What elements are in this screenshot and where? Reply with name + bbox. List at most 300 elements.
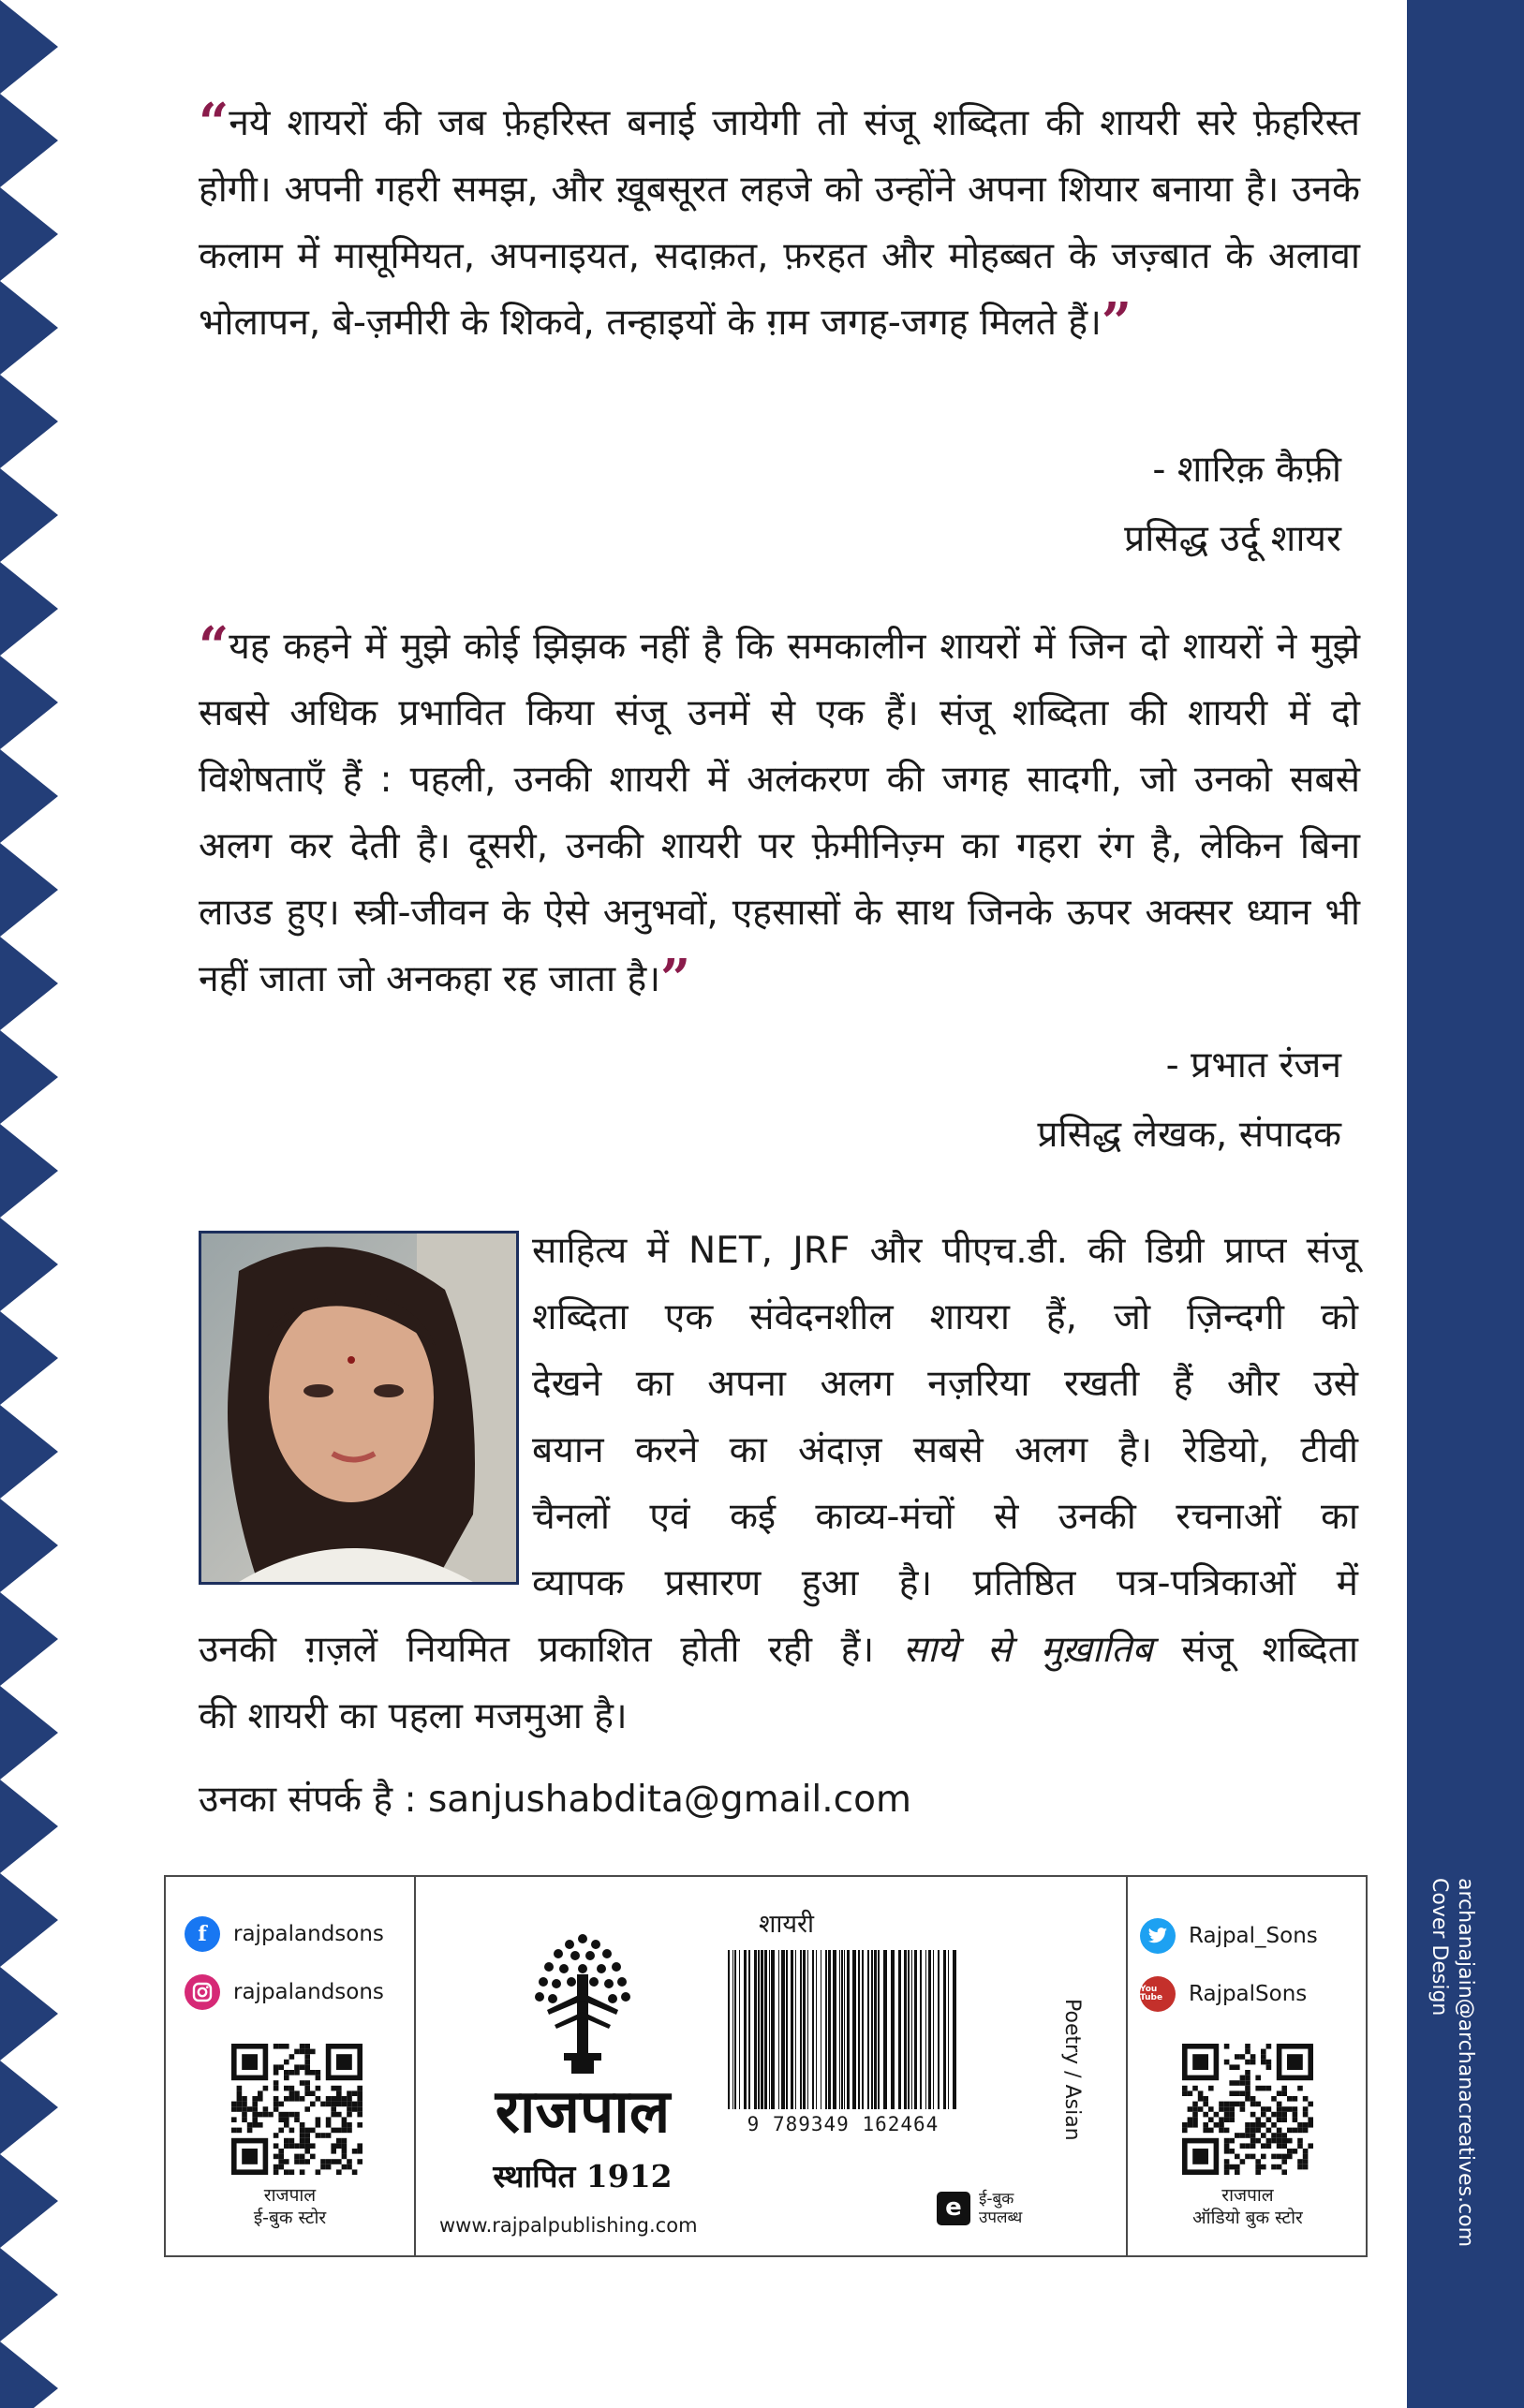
qr-module xyxy=(274,2164,279,2170)
qr-module xyxy=(1250,2133,1256,2138)
qr-module xyxy=(258,2112,263,2118)
qr-module xyxy=(1235,2169,1240,2175)
qr-module xyxy=(1188,2122,1193,2128)
qr-module xyxy=(1192,2106,1198,2112)
barcode-bar xyxy=(764,1950,767,2109)
qr-module xyxy=(336,2159,342,2164)
qr-module xyxy=(342,2149,348,2154)
book-title: साये से मुख़ातिब xyxy=(902,1629,1153,1671)
qr-module xyxy=(242,2149,258,2164)
qr-module xyxy=(1255,2076,1261,2081)
qr-module xyxy=(278,2128,284,2134)
qr-module xyxy=(1240,2090,1246,2096)
qr-module xyxy=(274,2106,279,2112)
qr-module xyxy=(1229,2080,1235,2086)
barcode-bar xyxy=(828,1950,831,2109)
qr-module xyxy=(1224,2117,1230,2122)
qr-module xyxy=(1271,2133,1277,2138)
qr-module xyxy=(331,2086,336,2091)
qr-module xyxy=(284,2138,289,2144)
qr-module xyxy=(1229,2106,1235,2112)
barcode-bar xyxy=(825,1950,827,2109)
qr-module xyxy=(1261,2086,1266,2091)
qr-module xyxy=(336,2086,342,2091)
qr-module xyxy=(326,2122,332,2128)
qr-module xyxy=(237,2128,243,2134)
qr-module xyxy=(336,2138,342,2144)
qr-module xyxy=(342,2164,348,2170)
qr-module xyxy=(357,2149,363,2154)
qr-module xyxy=(289,2090,295,2096)
qr-module xyxy=(278,2164,284,2170)
qr-module xyxy=(278,2044,284,2049)
barcode-bar xyxy=(816,1950,817,2109)
footer-divider xyxy=(414,1877,416,2255)
qr-module xyxy=(1214,2112,1220,2118)
qr-module xyxy=(1281,2143,1287,2149)
footer-box xyxy=(164,1875,1368,2257)
qr-module xyxy=(357,2106,363,2112)
close-quote-mark: ” xyxy=(1101,291,1132,353)
qr-module xyxy=(247,2122,253,2128)
qr-module xyxy=(1287,2054,1303,2070)
qr-module xyxy=(278,2102,284,2107)
qr-module xyxy=(1240,2102,1246,2107)
instagram-icon xyxy=(185,1974,220,2010)
qr-module xyxy=(320,2164,326,2170)
barcode-bar xyxy=(754,1950,757,2109)
isbn-digits: 9 789349 162464 xyxy=(747,2113,940,2135)
qr-module xyxy=(247,2128,253,2134)
qr-module xyxy=(357,2112,363,2118)
qr-module xyxy=(310,2049,316,2055)
qr-module xyxy=(1235,2064,1240,2070)
qr-module xyxy=(300,2122,305,2128)
qr-module xyxy=(1208,2128,1214,2134)
qr-module xyxy=(1266,2143,1272,2149)
qr-module xyxy=(357,2102,363,2107)
barcode-bar xyxy=(862,1950,864,2109)
qr-module xyxy=(304,2080,310,2086)
instagram-handle[interactable] xyxy=(185,1974,384,2010)
tree-logo-icon xyxy=(526,1928,639,2077)
qr-module xyxy=(331,2106,336,2112)
qr-module xyxy=(336,2169,342,2175)
right-qr-caption-2: ऑडियो बुक स्टोर xyxy=(1192,2208,1303,2228)
barcode-bar xyxy=(898,1950,901,2109)
bio-line-4: बयान करने का अंदाज़ सबसे अलग है। रेडियो, टीवी xyxy=(532,1429,1358,1471)
qr-module xyxy=(1271,2112,1277,2118)
qr-module xyxy=(1182,2090,1188,2096)
qr-module xyxy=(294,2090,300,2096)
qr-module xyxy=(1261,2054,1266,2060)
qr-module xyxy=(357,2122,363,2128)
qr-module xyxy=(310,2154,316,2160)
qr-module xyxy=(1219,2102,1224,2107)
qr-module xyxy=(1277,2102,1282,2107)
qr-module xyxy=(1303,2112,1309,2118)
qr-module xyxy=(289,2070,295,2076)
qr-module xyxy=(1266,2086,1272,2091)
bio-line-7-post: संजू शब्दिता xyxy=(1181,1629,1358,1671)
bio-line-7 xyxy=(199,1617,1358,1683)
qr-module xyxy=(1240,2159,1246,2164)
qr-module xyxy=(300,2143,305,2149)
qr-module xyxy=(336,2102,342,2107)
spine-strip xyxy=(1407,0,1524,2408)
qr-module xyxy=(1188,2106,1193,2112)
qr-module xyxy=(331,2143,336,2149)
qr-module xyxy=(326,2117,332,2122)
qr-module xyxy=(1229,2138,1235,2144)
bio-line-2: शब्दिता एक संवेदनशील शायरा हैं, जो ज़िन्दगी को xyxy=(532,1296,1358,1338)
qr-module xyxy=(300,2128,305,2134)
qr-module xyxy=(300,2064,305,2070)
youtube-handle[interactable] xyxy=(1140,1976,1307,2012)
qr-module xyxy=(304,2070,310,2076)
qr-module xyxy=(316,2122,321,2128)
qr-module xyxy=(300,2169,305,2175)
qr-module xyxy=(1255,2086,1261,2091)
qr-module xyxy=(1277,2117,1282,2122)
qr-module xyxy=(316,2169,321,2175)
qr-module xyxy=(352,2149,358,2154)
qr-module xyxy=(316,2086,321,2091)
qr-module xyxy=(258,2090,263,2096)
qr-module xyxy=(1235,2164,1240,2170)
qr-module xyxy=(1266,2117,1272,2122)
qr-module xyxy=(1255,2128,1261,2134)
qr-module xyxy=(1261,2143,1266,2149)
qr-module xyxy=(1182,2128,1188,2134)
qr-module xyxy=(1287,2096,1293,2102)
qr-module xyxy=(316,2076,321,2081)
bio-line-1: साहित्य में NET, JRF और पीएच.डी. की डिग्री प्राप्त संजू xyxy=(532,1230,1358,1272)
qr-module xyxy=(1261,2164,1266,2170)
qr-module xyxy=(1281,2159,1287,2164)
genre-label: शायरी xyxy=(759,1910,815,1939)
qr-module xyxy=(300,2080,305,2086)
qr-module xyxy=(1281,2154,1287,2160)
qr-module xyxy=(1297,2086,1303,2091)
qr-module xyxy=(1229,2102,1235,2107)
qr-module xyxy=(300,2138,305,2144)
facebook-handle[interactable] xyxy=(185,1916,384,1952)
qr-module xyxy=(1250,2154,1256,2160)
qr-module xyxy=(263,2086,269,2091)
qr-module xyxy=(1308,2102,1313,2107)
qr-module xyxy=(1192,2102,1198,2107)
qr-module xyxy=(347,2096,352,2102)
qr-module xyxy=(242,2096,247,2102)
qr-module xyxy=(357,2096,363,2102)
quote-1 xyxy=(199,90,1360,356)
qr-module xyxy=(258,2096,263,2102)
qr-module xyxy=(300,2154,305,2160)
qr-module xyxy=(289,2138,295,2144)
qr-module xyxy=(1261,2112,1266,2118)
qr-module xyxy=(316,2133,321,2138)
qr-module xyxy=(1224,2128,1230,2134)
qr-module xyxy=(1203,2096,1208,2102)
barcode-bar xyxy=(878,1950,880,2109)
barcode-bar xyxy=(791,1950,793,2109)
qr-module xyxy=(1255,2117,1261,2122)
qr-module xyxy=(1229,2164,1235,2170)
right-qr-caption-1: राजपाल xyxy=(1221,2185,1274,2206)
audiobook-store-qr-code[interactable] xyxy=(1182,2044,1313,2175)
qr-module xyxy=(284,2143,289,2149)
qr-module xyxy=(1250,2054,1256,2060)
qr-module xyxy=(1255,2164,1261,2170)
qr-module xyxy=(1245,2060,1250,2065)
qr-module xyxy=(336,2128,342,2134)
barcode-bar xyxy=(858,1950,860,2109)
qr-module xyxy=(1224,2060,1230,2065)
qr-module xyxy=(237,2106,243,2112)
qr-module xyxy=(1224,2169,1230,2175)
qr-module xyxy=(300,2096,305,2102)
barcode-bar xyxy=(769,1950,770,2109)
qr-module xyxy=(342,2143,348,2149)
qr-module xyxy=(1245,2128,1250,2134)
twitter-label: Rajpal_Sons xyxy=(1189,1924,1318,1948)
qr-module xyxy=(274,2169,279,2175)
qr-module xyxy=(278,2064,284,2070)
qr-module xyxy=(242,2102,247,2107)
qr-module xyxy=(284,2086,289,2091)
barcode-bar xyxy=(744,1950,747,2109)
qr-module xyxy=(247,2106,253,2112)
qr-module xyxy=(278,2117,284,2122)
qr-module xyxy=(1224,2106,1230,2112)
qr-module xyxy=(263,2106,269,2112)
qr-module xyxy=(1219,2128,1224,2134)
barcode-bar xyxy=(758,1950,760,2109)
designer-email: archanajain@archanacreatives.com xyxy=(1454,1878,1477,2248)
ebook-available xyxy=(979,2190,1022,2227)
qr-module xyxy=(310,2128,316,2134)
qr-module xyxy=(1266,2106,1272,2112)
qr-module xyxy=(1208,2086,1214,2091)
barcode-bar xyxy=(891,1950,895,2109)
isbn-barcode xyxy=(726,1950,960,2109)
qr-module xyxy=(1266,2138,1272,2144)
qr-module xyxy=(357,2159,363,2164)
qr-module xyxy=(1277,2164,1282,2170)
qr-module xyxy=(300,2133,305,2138)
qr-module xyxy=(1266,2060,1272,2065)
qr-module xyxy=(1281,2086,1287,2091)
qr-module xyxy=(1250,2102,1256,2107)
qr-module xyxy=(1235,2054,1240,2060)
qr-module xyxy=(284,2122,289,2128)
qr-module xyxy=(284,2169,289,2175)
qr-module xyxy=(1224,2159,1230,2164)
qr-module xyxy=(1303,2106,1309,2112)
qr-module xyxy=(1203,2112,1208,2118)
qr-module xyxy=(347,2106,352,2112)
quote-1-text: नये शायरों की जब फ़ेहरिस्त बनाई जायेगी तो संजू शब्दिता की शायरी सरे फ़ेहरिस्त होगी। अपनी गहरी समझ, और ख़ूबसूरत लहजे को उन्होंने अपना शियार बनाया है। उनके कलाम में मासूमियत, अपनाइयत, सदाक़त, फ़रहत और मोहब्बत के जज़्बात के अलावा भोलापन, बे-ज़मीरी के शिकवे, तन्हाइयों के ग़म जगह-जगह मिलते हैं। xyxy=(199,102,1360,344)
qr-module xyxy=(294,2064,300,2070)
qr-module xyxy=(1281,2138,1287,2144)
qr-module xyxy=(289,2128,295,2134)
qr-module xyxy=(1198,2090,1204,2096)
qr-module xyxy=(1235,2090,1240,2096)
qr-module xyxy=(1229,2112,1235,2118)
qr-module xyxy=(1240,2106,1246,2112)
qr-module xyxy=(1308,2122,1313,2128)
qr-module xyxy=(1245,2122,1250,2128)
qr-module xyxy=(1293,2096,1298,2102)
qr-module xyxy=(294,2154,300,2160)
qr-module xyxy=(1297,2159,1303,2164)
qr-module xyxy=(1224,2102,1230,2107)
qr-module xyxy=(1266,2064,1272,2070)
qr-module xyxy=(274,2086,279,2091)
facebook-icon: f xyxy=(185,1916,220,1952)
qr-module xyxy=(1224,2138,1230,2144)
qr-module xyxy=(231,2102,237,2107)
barcode-bar xyxy=(748,1950,750,2109)
qr-module xyxy=(1255,2138,1261,2144)
qr-module xyxy=(1224,2112,1230,2118)
left-qr-caption-2: ई-बुक स्टोर xyxy=(253,2208,327,2228)
qr-module xyxy=(1297,2143,1303,2149)
qr-module xyxy=(1293,2128,1298,2134)
barcode-bar xyxy=(933,1950,934,2109)
qr-module xyxy=(300,2044,305,2049)
qr-module xyxy=(284,2096,289,2102)
qr-module xyxy=(1245,2080,1250,2086)
qr-module xyxy=(231,2106,237,2112)
qr-module xyxy=(1245,2076,1250,2081)
qr-module xyxy=(284,2117,289,2122)
qr-module xyxy=(294,2096,300,2102)
quote-2-text: यह कहने में मुझे कोई झिझक नहीं है कि समकालीन शायरों में जिन दो शायरों ने मुझे सबसे अधिक प्रभावित किया संजू उनमें से एक हैं। संजू शब्दिता की शायरी में दो विशेषताएँ हैं : पहली, उनकी शायरी में अलंकरण की जगह सादगी, जो उनको सबसे अलग कर देती है। दूसरी, उनकी शायरी पर फ़ेमीनिज़्म का गहरा रंग है, लेकिन बिना लाउड हुए। स्त्री-जीवन के ऐसे अनुभवों, एहसासों के साथ जिनके ऊपर अक्सर ध्यान भी नहीं जाता जो अनकहा रह जाता है। xyxy=(199,626,1360,1000)
qr-module xyxy=(274,2064,279,2070)
qr-module xyxy=(1287,2106,1293,2112)
quote-2 xyxy=(199,613,1360,1012)
qr-module xyxy=(357,2090,363,2096)
barcode-bar xyxy=(841,1950,843,2109)
qr-module xyxy=(1293,2106,1298,2112)
qr-module xyxy=(258,2122,263,2128)
qr-module xyxy=(331,2149,336,2154)
qr-module xyxy=(342,2128,348,2134)
qr-module xyxy=(1297,2164,1303,2170)
qr-module xyxy=(304,2159,310,2164)
contact-line: उनका संपर्क है : sanjushabdita@gmail.com xyxy=(199,1779,911,1821)
qr-module xyxy=(304,2054,310,2060)
qr-module xyxy=(310,2090,316,2096)
qr-module xyxy=(274,2143,279,2149)
author-photo xyxy=(199,1231,519,1585)
qr-module xyxy=(1240,2133,1246,2138)
qr-module xyxy=(347,2112,352,2118)
qr-module xyxy=(1203,2102,1208,2107)
ebook-label-1: ई-बुक xyxy=(979,2190,1014,2209)
qr-module xyxy=(289,2096,295,2102)
qr-module xyxy=(304,2138,310,2144)
qr-module xyxy=(304,2143,310,2149)
qr-module xyxy=(342,2102,348,2107)
barcode-bar xyxy=(839,1950,840,2109)
qr-module xyxy=(231,2117,237,2122)
barcode-bar xyxy=(781,1950,785,2109)
qr-module xyxy=(1182,2122,1188,2128)
left-qr-caption-1: राजपाल xyxy=(263,2185,317,2206)
qr-module xyxy=(1235,2154,1240,2160)
quote-2-author: - प्रभात रंजन xyxy=(1165,1044,1341,1086)
qr-module xyxy=(304,2064,310,2070)
design-credit: Cover Design xyxy=(1428,1878,1451,2017)
qr-module xyxy=(1219,2106,1224,2112)
qr-module xyxy=(326,2133,332,2138)
barcode-bar xyxy=(732,1950,733,2109)
qr-module xyxy=(1287,2154,1293,2160)
qr-module xyxy=(1250,2138,1256,2144)
qr-module xyxy=(1287,2149,1293,2154)
qr-module xyxy=(1277,2128,1282,2134)
qr-module xyxy=(274,2102,279,2107)
qr-module xyxy=(1219,2122,1224,2128)
qr-module xyxy=(294,2143,300,2149)
qr-module xyxy=(304,2149,310,2154)
category-label: Poetry / Asian xyxy=(1060,1999,1084,2141)
qr-module xyxy=(347,2159,352,2164)
barcode-bar xyxy=(803,1950,806,2109)
qr-module xyxy=(1245,2096,1250,2102)
qr-module xyxy=(1303,2164,1309,2170)
qr-module xyxy=(304,2049,310,2055)
qr-module xyxy=(1229,2090,1235,2096)
qr-module xyxy=(1308,2143,1313,2149)
qr-module xyxy=(1245,2044,1250,2049)
qr-module xyxy=(326,2102,332,2107)
twitter-handle[interactable] xyxy=(1140,1918,1318,1954)
qr-module xyxy=(1303,2096,1309,2102)
quote-2-role: प्रसिद्ध लेखक, संपादक xyxy=(1037,1114,1341,1156)
qr-module xyxy=(274,2133,279,2138)
qr-module xyxy=(316,2070,321,2076)
qr-module xyxy=(252,2106,258,2112)
qr-module xyxy=(1261,2133,1266,2138)
established-year: स्थापित 1912 xyxy=(493,2158,673,2194)
qr-module xyxy=(1208,2117,1214,2122)
qr-module xyxy=(1261,2049,1266,2055)
ebook-store-qr-code[interactable] xyxy=(231,2044,363,2175)
qr-module xyxy=(1271,2154,1277,2160)
qr-module xyxy=(1287,2128,1293,2134)
qr-module xyxy=(1192,2054,1208,2070)
qr-module xyxy=(304,2128,310,2134)
qr-module xyxy=(1287,2138,1293,2144)
qr-module xyxy=(304,2133,310,2138)
barcode-bar xyxy=(761,1950,763,2109)
qr-module xyxy=(1192,2086,1198,2091)
qr-module xyxy=(242,2117,247,2122)
qr-module xyxy=(1245,2070,1250,2076)
qr-module xyxy=(1235,2080,1240,2086)
qr-module xyxy=(347,2164,352,2170)
qr-module xyxy=(352,2102,358,2107)
website-link[interactable]: www.rajpalpublishing.com xyxy=(439,2214,698,2237)
barcode-bar xyxy=(953,1950,956,2109)
qr-module xyxy=(289,2086,295,2091)
qr-module xyxy=(1198,2096,1204,2102)
qr-module xyxy=(1224,2164,1230,2170)
